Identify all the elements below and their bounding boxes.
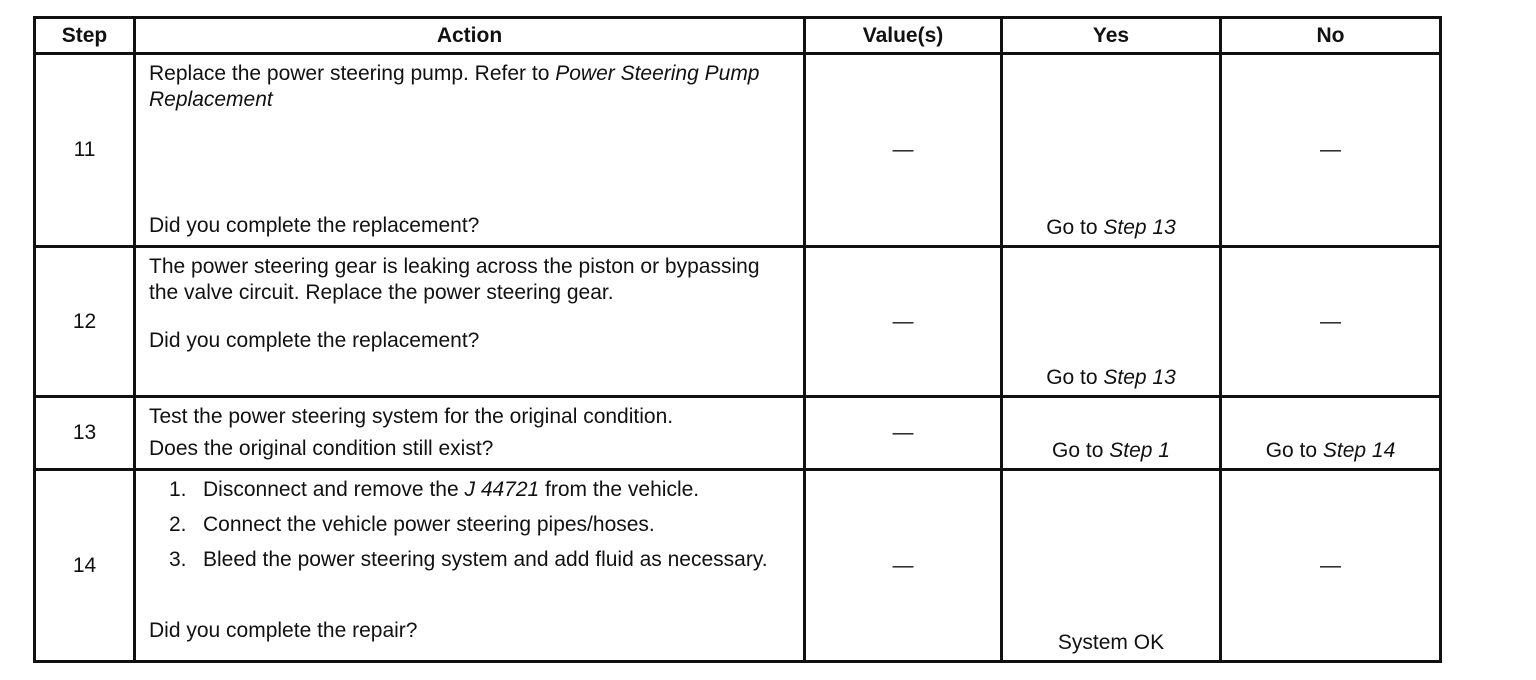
step-number: 13 (35, 397, 135, 470)
substep-text: from the vehicle. (539, 478, 700, 501)
action-instruction: Test the power steering system for the original condition. (149, 405, 674, 428)
substep-text: Disconnect and remove the (203, 478, 465, 501)
value-dash: — (892, 138, 914, 161)
substep-item (169, 512, 793, 538)
action-cell (135, 247, 805, 397)
header-no: No (1221, 18, 1441, 54)
action-text: Replace the power steering pump. Refer to (149, 62, 556, 85)
no-dash: — (1320, 309, 1341, 333)
action-question: Did you complete the repair? (149, 619, 418, 642)
yes-text: Go to (1052, 439, 1110, 462)
substep-number: 2. (169, 513, 187, 536)
table-row (35, 54, 1441, 247)
action-reference: Power Steering Pump Replacement (149, 62, 760, 111)
yes-step-link[interactable]: Step 13 (1103, 216, 1176, 239)
action-instruction: The power steering gear is leaking across the piston or bypassing the valve circuit. Replace the power steering gear. (149, 255, 760, 304)
no-cell (1221, 397, 1441, 470)
no-dash: — (1320, 553, 1341, 577)
step-number: 14 (35, 470, 135, 662)
action-question: Did you complete the replacement? (149, 329, 480, 352)
table-row (35, 470, 1441, 662)
value-cell (805, 470, 1002, 662)
value-cell (805, 54, 1002, 247)
step-number: 11 (35, 54, 135, 247)
action-instruction (149, 61, 793, 113)
yes-cell (1002, 247, 1221, 397)
substep-number: 3. (169, 548, 187, 571)
no-step-link[interactable]: Step 14 (1322, 439, 1396, 462)
diagnostic-table (33, 16, 1442, 663)
table-row (35, 247, 1441, 397)
substep-list (149, 477, 793, 573)
yes-cell (1002, 397, 1221, 470)
yes-step-link[interactable]: Step 13 (1103, 366, 1176, 389)
value-cell (805, 247, 1002, 397)
header-step: Step (35, 18, 135, 54)
yes-cell (1002, 470, 1221, 662)
action-question: Did you complete the replacement? (149, 214, 480, 237)
value-dash: — (892, 421, 914, 444)
header-values: Value(s) (805, 18, 1002, 54)
substep-item (169, 477, 793, 503)
action-cell (135, 470, 805, 662)
yes-text: System OK (1057, 631, 1165, 654)
substep-item (169, 547, 793, 573)
no-text: Go to (1265, 439, 1323, 462)
step-number: 12 (35, 247, 135, 397)
substep-text: Connect the vehicle power steering pipes/hoses. (203, 513, 655, 536)
no-dash: — (1320, 138, 1341, 161)
yes-text: Go to (1046, 216, 1104, 239)
header-row (35, 18, 1441, 54)
table-row (35, 397, 1441, 470)
action-cell (135, 397, 805, 470)
yes-step-link[interactable]: Step 1 (1109, 439, 1170, 462)
header-yes: Yes (1002, 18, 1221, 54)
substep-text: Bleed the power steering system and add fluid as necessary. (203, 548, 768, 571)
value-cell (805, 397, 1002, 470)
no-cell (1221, 247, 1441, 397)
substep-number: 1. (169, 478, 187, 501)
header-action: Action (135, 18, 805, 54)
action-question: Does the original condition still exist? (149, 437, 494, 460)
tool-reference: J 44721 (464, 478, 540, 501)
value-dash: — (892, 553, 914, 577)
no-cell (1221, 470, 1441, 662)
value-dash: — (892, 309, 914, 333)
no-cell (1221, 54, 1441, 247)
yes-cell (1002, 54, 1221, 247)
yes-text: Go to (1046, 366, 1104, 389)
action-cell (135, 54, 805, 247)
